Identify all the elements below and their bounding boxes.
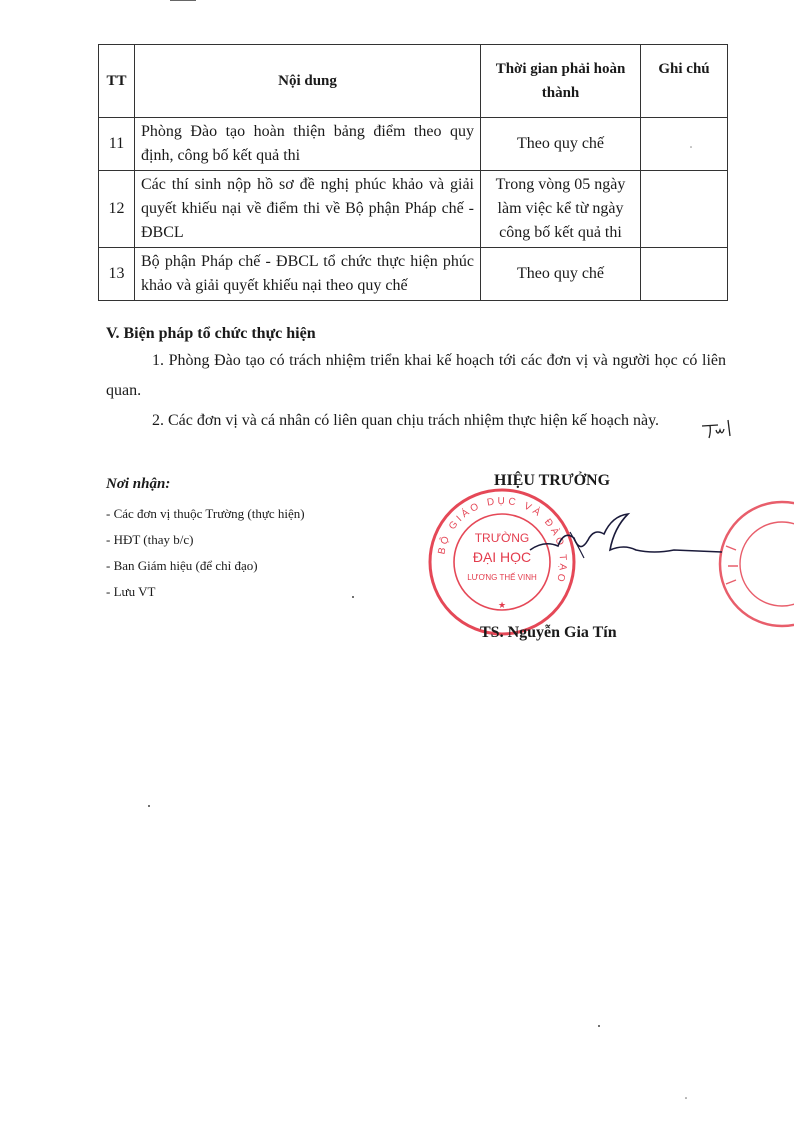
implementation-section — [106, 322, 726, 436]
svg-text:★: ★ — [497, 601, 507, 611]
header-tt: TT — [99, 45, 135, 118]
section-item: 2. Các đơn vị và cá nhân có liên quan chịu trách nhiệm thực hiện kế hoạch này. — [152, 412, 660, 429]
initials-mark — [700, 416, 738, 440]
row-time: Trong vòng 05 ngày làm việc kể từ ngày công bố kết quả thi — [481, 171, 641, 248]
table-row — [99, 118, 728, 171]
row-time: Theo quy chế — [481, 248, 641, 301]
table-row — [99, 248, 728, 301]
row-content: Bộ phận Pháp chế - ĐBCL tổ chức thực hiện phúc khảo và giải quyết khiếu nại theo quy chế — [135, 248, 481, 301]
list-item: - Các đơn vị thuộc Trường (thực hiện) — [106, 506, 305, 521]
header-time: Thời gian phải hoàn thành — [481, 45, 641, 118]
row-number: 12 — [99, 171, 135, 248]
seal-line3: LƯƠNG THẾ VINH — [467, 573, 537, 582]
handwritten-signature — [524, 510, 724, 570]
row-time: Theo quy chế — [481, 118, 641, 171]
section-title: V. Biện pháp tổ chức thực hiện — [106, 325, 316, 342]
plan-table — [98, 44, 728, 301]
header-note: Ghi chú — [641, 45, 728, 118]
row-number: 13 — [99, 248, 135, 301]
list-item: - HĐT (thay b/c) — [106, 532, 194, 547]
seal-ring-text: BỘ GIÁO DỤC VÀ ĐÀO TẠO — [436, 495, 569, 586]
row-number: 11 — [99, 118, 135, 171]
row-note — [641, 248, 728, 301]
seal-line1: TRƯỜNG — [474, 531, 530, 545]
section-item: 1. Phòng Đào tạo có trách nhiệm triển khai kế hoạch tới các đơn vị và người học có liên quan. — [106, 352, 726, 399]
recipients-label: Nơi nhận: — [106, 476, 171, 492]
signer-title: HIỆU TRƯỞNG — [494, 472, 611, 489]
list-item: - Lưu VT — [106, 584, 156, 599]
table-header-row — [99, 45, 728, 118]
seal-line2: ĐẠI HỌC — [472, 549, 532, 565]
row-note — [641, 171, 728, 248]
page-top-mark — [170, 0, 196, 1]
row-content: Các thí sinh nộp hồ sơ đề nghị phúc khảo và giải quyết khiếu nại về điểm thi về Bộ phận Pháp chế - ĐBCL — [135, 171, 481, 248]
table-row — [99, 171, 728, 248]
recipients-list — [106, 501, 406, 605]
signer-name: TS. Nguyễn Gia Tín — [480, 624, 617, 641]
row-content: Phòng Đào tạo hoàn thiện bảng điểm theo quy định, công bố kết quả thi — [135, 118, 481, 171]
recipients-block — [106, 476, 406, 605]
list-item: - Ban Giám hiệu (để chỉ đạo) — [106, 558, 258, 573]
row-note — [641, 118, 728, 171]
header-content: Nội dung — [135, 45, 481, 118]
